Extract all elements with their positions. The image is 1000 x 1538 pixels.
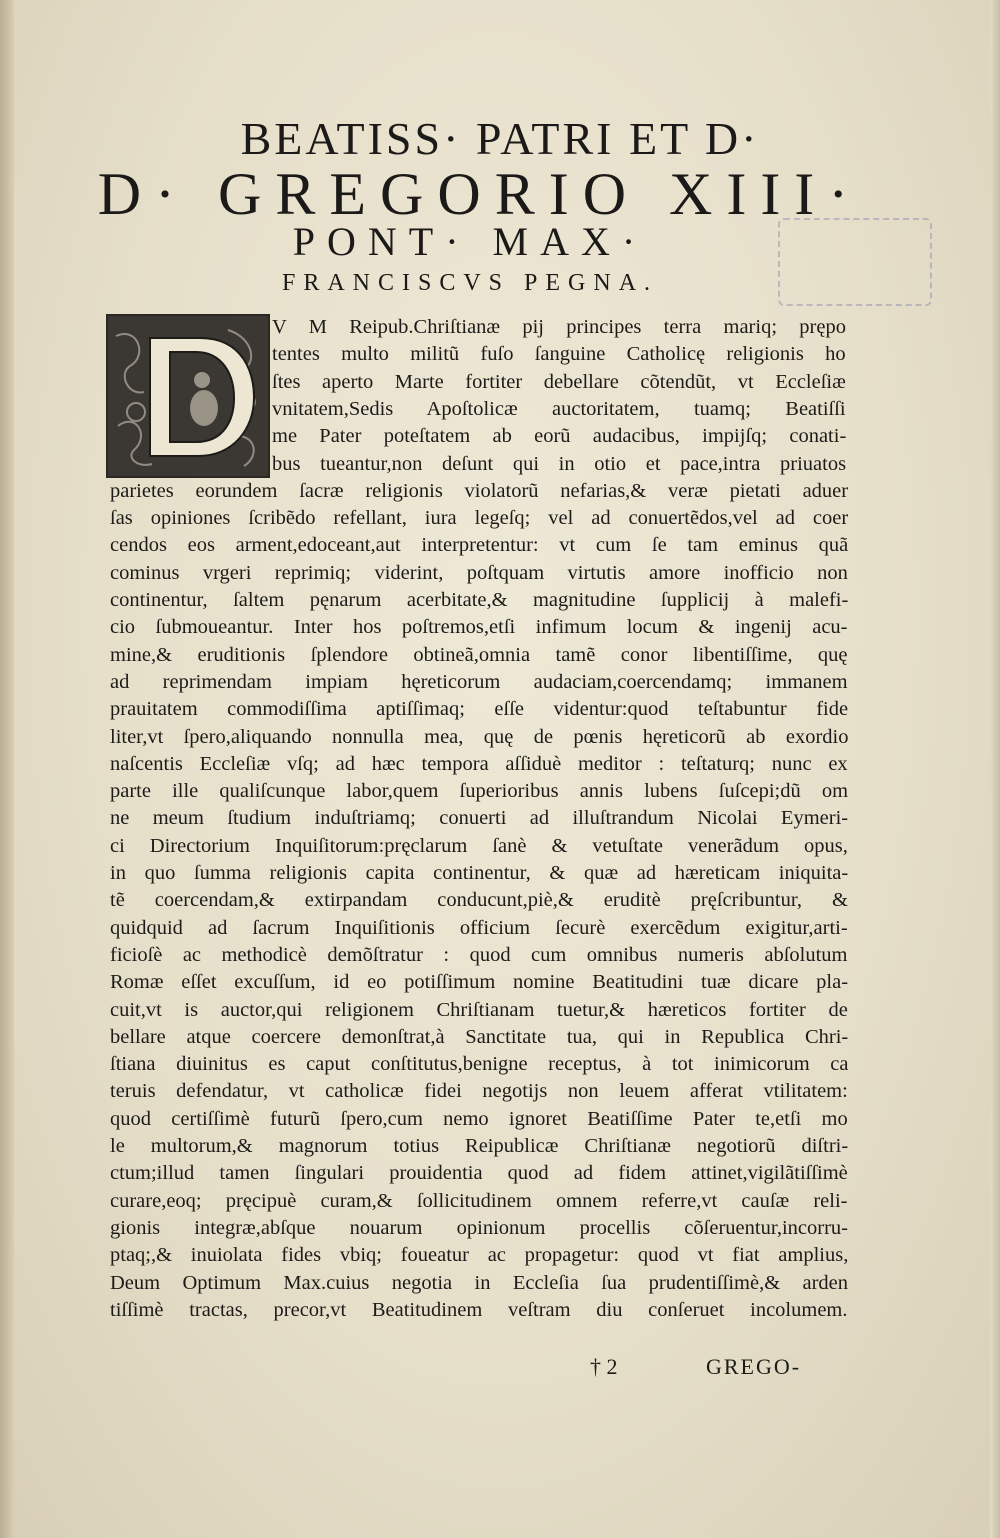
decorated-initial-d-image — [108, 316, 268, 476]
signature-mark: † 2 — [590, 1354, 618, 1379]
text-line: V M Reipub.Chriſtianæ pij principes terra mariq; prępo — [272, 316, 846, 338]
text-line: parietes eorundem ſacræ religionis violatorũ nefarias,& veræ pietati aduer — [110, 479, 849, 502]
text-line: naſcentis Eccleſiæ vſq; ad hæc tempora aſſiduè meditor : teſtaturq; nunc ex — [110, 752, 848, 775]
text-line: le multorum,& magnorum totius Reipublicæ Chriſtianæ negotiorũ diſtri- — [110, 1135, 849, 1157]
text-line: continentur, ſaltem pęnarum acerbitate,& magnitudine ſupplicij à malefi- — [110, 589, 849, 611]
dedication-line-1: BEATISS· PATRI ET D· — [240, 113, 760, 164]
text-line: tẽ coercendam,& extirpandam conducunt,piè,& eruditè pręſcribuntur, & — [110, 889, 848, 912]
text-line: mine,& eruditionis ſplendore obtineã,omnia tamẽ conor libentiſſime, quę — [110, 643, 848, 666]
text-line: ne meum ſtudium induſtriamq; conuerti ad illuſtrandum Nicolai Eymeri- — [110, 807, 849, 830]
text-line: bus tueantur,non deſunt qui in otio et pace,intra priuatos — [272, 452, 847, 475]
text-line: cominus vrgeri reprimiq; viderint, poſtquam virtutis amore inofficio non — [110, 561, 848, 584]
text-line: gionis integræ,abſque nouarum opinionum procellis cõſeruentur,incorru- — [110, 1216, 848, 1239]
text-line: vnitatem,Sedis Apoſtolicæ auctoritatem, tuamq; Beatiſſi — [272, 397, 846, 420]
text-line: tentes multo militũ fuſo ſanguine Catholicę religionis ho — [272, 343, 846, 366]
text-line: ſas opiniones ſcribẽdo refellant, iura legeſq; vel ad conuertẽdos,vel ad coer — [110, 507, 849, 530]
text-line: cuit,vt is auctor,qui religionem Chriſtianam tuetur,& hæreticos fortiter de — [110, 998, 848, 1021]
text-line: cendos eos arment,edoceant,aut interpretentur: vt cum ſe tam eminus quã — [110, 534, 849, 557]
text-line: ſtiana diuinitus es caput conſtitutus,benigne receptus, à tot inimicorum ca — [110, 1053, 849, 1076]
decorated-initial-d — [106, 314, 270, 478]
text-line: ad reprimendam impiam hęreticorum audaciam,coercendamq; immanem — [110, 670, 848, 693]
text-line: tiſſimè tractas, precor,vt Beatitudinem veſtram diu conſeruet incolumem. — [110, 1298, 848, 1321]
text-line: ci Directorium Inquiſitorum:pręclarum ſanè & vetuſtate venerãdum opus, — [110, 834, 848, 857]
text-line: teruis defendatur, vt catholicæ fidei negotijs non leuem afferat vtilitatem: — [110, 1080, 848, 1103]
text-line: me Pater poteſtatem ab eorũ audacibus, impijſq; conati- — [272, 425, 847, 448]
text-line: ſtes aperto Marte fortiter debellare cõtendũt, vt Eccleſiæ — [272, 370, 846, 393]
text-line: prauitatem commodiſſima aptiſſimaq; eſſe videntur:quod teſtabuntur fide — [110, 698, 849, 721]
text-line: ptaq;,& inuiolata fides vbiq; foueatur ac propagetur: quod vt fiat amplius, — [110, 1244, 849, 1267]
dedication-line-3: PONT· MAX· — [292, 219, 648, 264]
text-line: quod certiſſimè futurũ ſpero,cum nemo ignoret Beatiſſime Pater te,etſi mo — [110, 1107, 848, 1130]
text-line: quidquid ad ſacrum Inquiſitionis officium ſecurè exercẽdum exigitur,arti- — [110, 916, 848, 939]
page-edge-right — [990, 0, 1000, 1538]
text-line: Deum Optimum Max.cuius negotia in Eccleſia ſua prudentiſſimè,& arden — [110, 1271, 849, 1294]
text-line: curare,eoq; pręcipuè curam,& ſollicitudinem omnem referre,vt cauſæ reli- — [110, 1189, 848, 1212]
text-line: bellare atque coercere demonſtrat,à Sanctitate tua, qui in Republica Chri- — [110, 1025, 849, 1048]
text-line: parte ille qualiſcunque labor,quem ſuperioribus annis lubens ſuſcepi;dũ om — [110, 780, 849, 803]
text-line: in quo ſumma religionis capita continentur, & quæ ad hæreticam iniquita- — [110, 862, 849, 884]
library-stamp — [778, 218, 932, 306]
text-line: cio ſubmoueantur. Inter hos poſtremos,etſi infimum locum & ingenij acu- — [110, 616, 848, 639]
dedication-line-2: D· GREGORIO XIII· — [97, 161, 863, 227]
text-line: liter,vt ſpero,aliquando nonnulla mea, quę de pœnis hęreticorũ ab exordio — [110, 725, 849, 748]
catchword: GREGO- — [706, 1354, 802, 1379]
text-line: ctum;illud tamen ſingulari prouidentia quod ad fidem attinet,vigilãtiſſimè — [110, 1162, 848, 1185]
text-line: ficioſè ac methodicè demõſtratur : quod cum omnibus numeris abſolutum — [110, 943, 848, 966]
text-line: Romæ eſſet excuſſum, id eo potiſſimum nomine Beatitudini tuæ dicare pla- — [110, 971, 849, 994]
dedication-line-4: FRANCISCVS PEGNA. — [281, 270, 659, 296]
